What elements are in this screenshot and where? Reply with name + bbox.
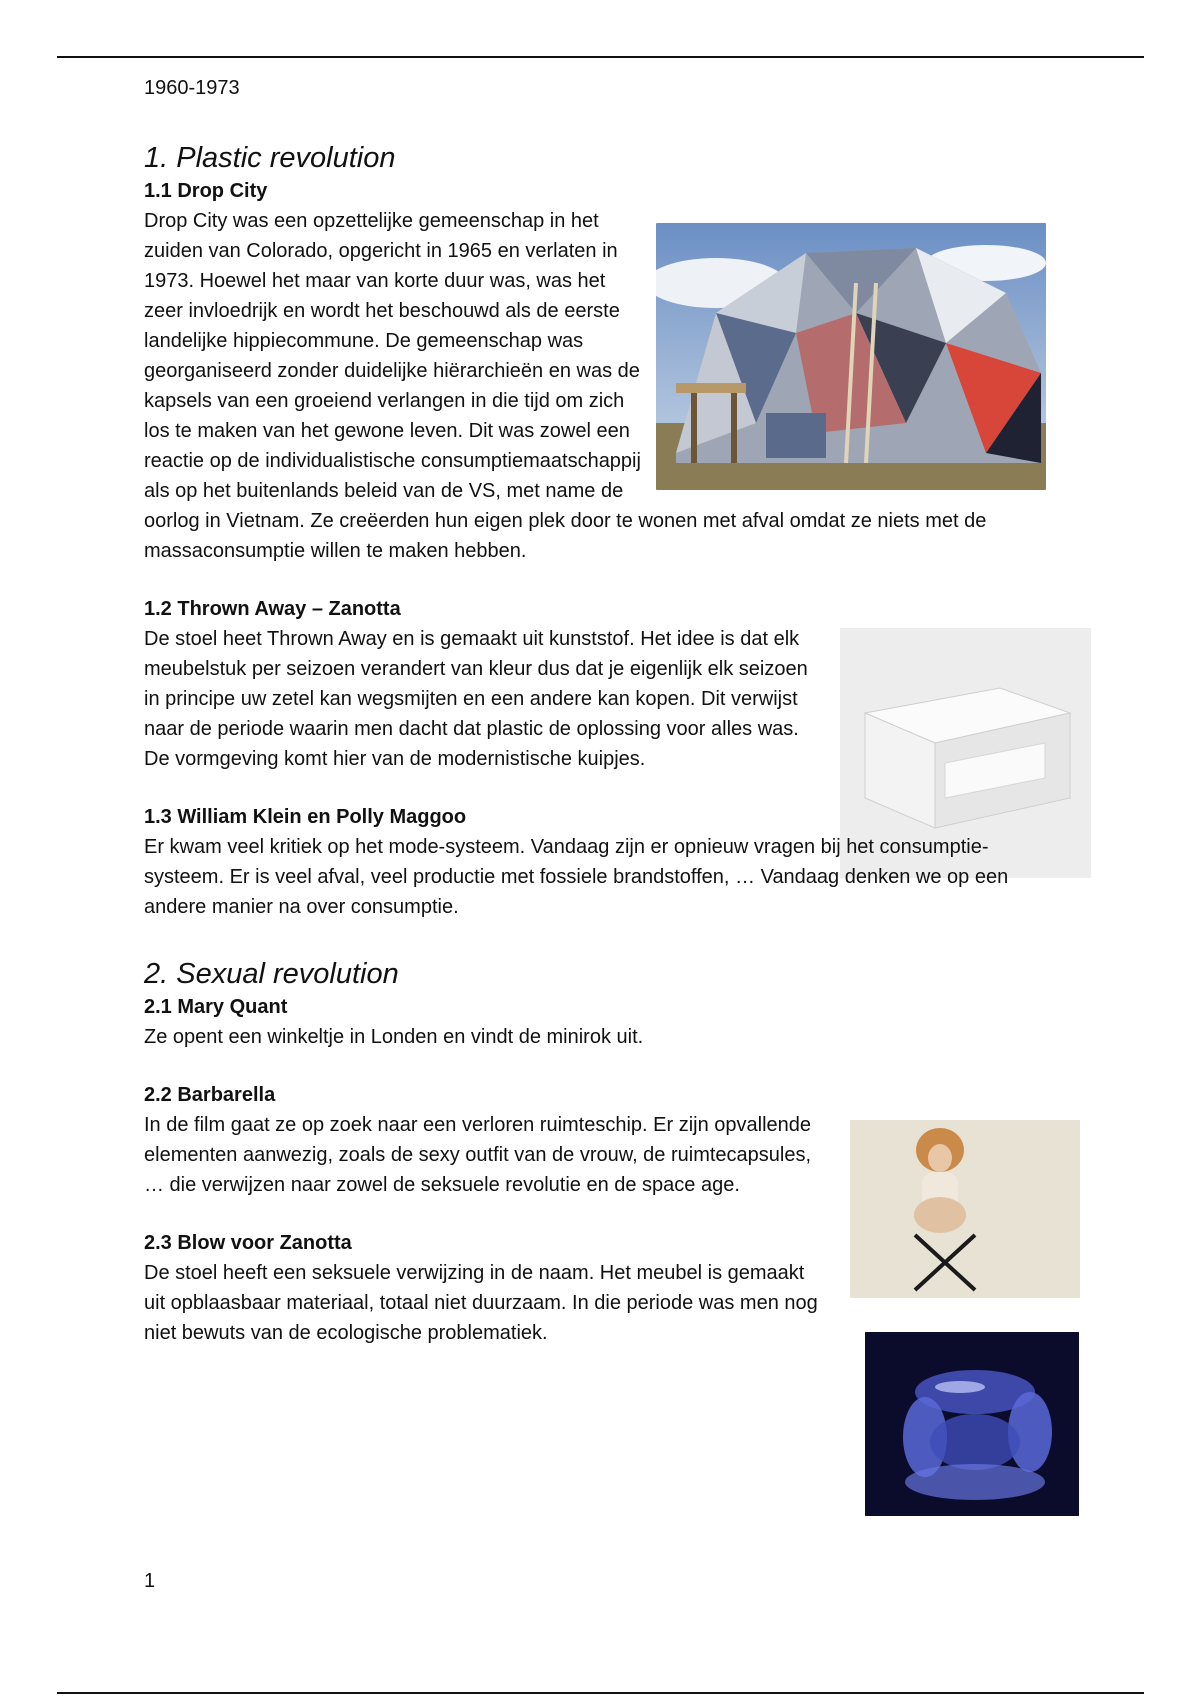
subsection-1-3-body: Er kwam veel kritiek op het mode-systeem. Vandaag zijn er opnieuw vragen bij het consumptie-systeem. Er is veel afval, veel productie met fossiele brandstoffen, … Vandaag denken we op een andere manier na over consumptie. <box>144 836 1009 918</box>
subsection-2-1-body: Ze opent een winkeltje in Londen en vindt de minirok uit. <box>144 1026 644 1048</box>
subsection-2-2-body: In de film gaat ze op zoek naar een verloren ruimteschip. Er zijn opvallende elementen aanwezig, zoals de sexy outfit van de vrouw, de ruimtecapsules, … die verwijzen naar zowel de seksuele revolutie en de space age. <box>144 1114 812 1196</box>
section-1-title: 1. Plastic revolution <box>144 142 396 174</box>
subsection-2-3-body: De stoel heeft een seksuele verwijzing in de naam. Het meubel is gemaakt uit opblaasbaar materiaal, totaal niet duurzaam. In die periode was men nog niet bewuts van de ecologische problematiek. <box>144 1262 818 1344</box>
subsection-2-3-title: 2.3 Blow voor Zanotta <box>144 1232 352 1254</box>
subsection-2-2-title: 2.2 Barbarella <box>144 1084 276 1106</box>
subsection-1-3-title: 1.3 William Klein en Polly Maggoo <box>144 806 467 828</box>
page-number: 1 <box>144 1570 156 1592</box>
footer-rule <box>57 1692 1144 1694</box>
subsection-1-2-title: 1.2 Thrown Away – Zanotta <box>144 598 401 620</box>
document-page <box>144 72 1094 1348</box>
header-rule <box>57 56 1144 58</box>
subsection-1-1-body: Drop City was een opzettelijke gemeenschap in het zuiden van Colorado, opgericht in 1965 en verlaten in 1973. Hoewel het maar van korte duur was, was het zeer invloedrijk en wordt het beschouwd als de eerste landelijke hippiecommune. De gemeenschap was georganiseerd zonder duidelijke hiërarchieën en was de kapsels van een groeiend verlangen in die tijd om zich los te maken van het gewone leven. Dit was zowel een reactie op de individualistische consumptiemaatschappij als op het buitenlands beleid van de VS, met name de oorlog in Vietnam. Ze creëerden hun eigen plek door te wonen met afval omdat ze niets met de massaconsumptie willen te maken hebben. <box>144 210 987 562</box>
subsection-1-1-title: 1.1 Drop City <box>144 180 268 202</box>
period-label: 1960-1973 <box>144 77 240 99</box>
subsection-2-1-title: 2.1 Mary Quant <box>144 996 288 1018</box>
blow-chair-photo <box>865 1332 1079 1516</box>
subsection-1-2-body: De stoel heet Thrown Away en is gemaakt uit kunststof. Het idee is dat elk meubelstuk per seizoen verandert van kleur dus dat je eigenlijk elk seizoen in principe uw zetel kan wegsmijten en een andere kan kopen. Dit verwijst naar de periode waarin men dacht dat plastic de oplossing voor alles was. De vormgeving komt hier van de modernistische kuipjes. <box>144 628 808 770</box>
section-2-title: 2. Sexual revolution <box>144 958 399 990</box>
